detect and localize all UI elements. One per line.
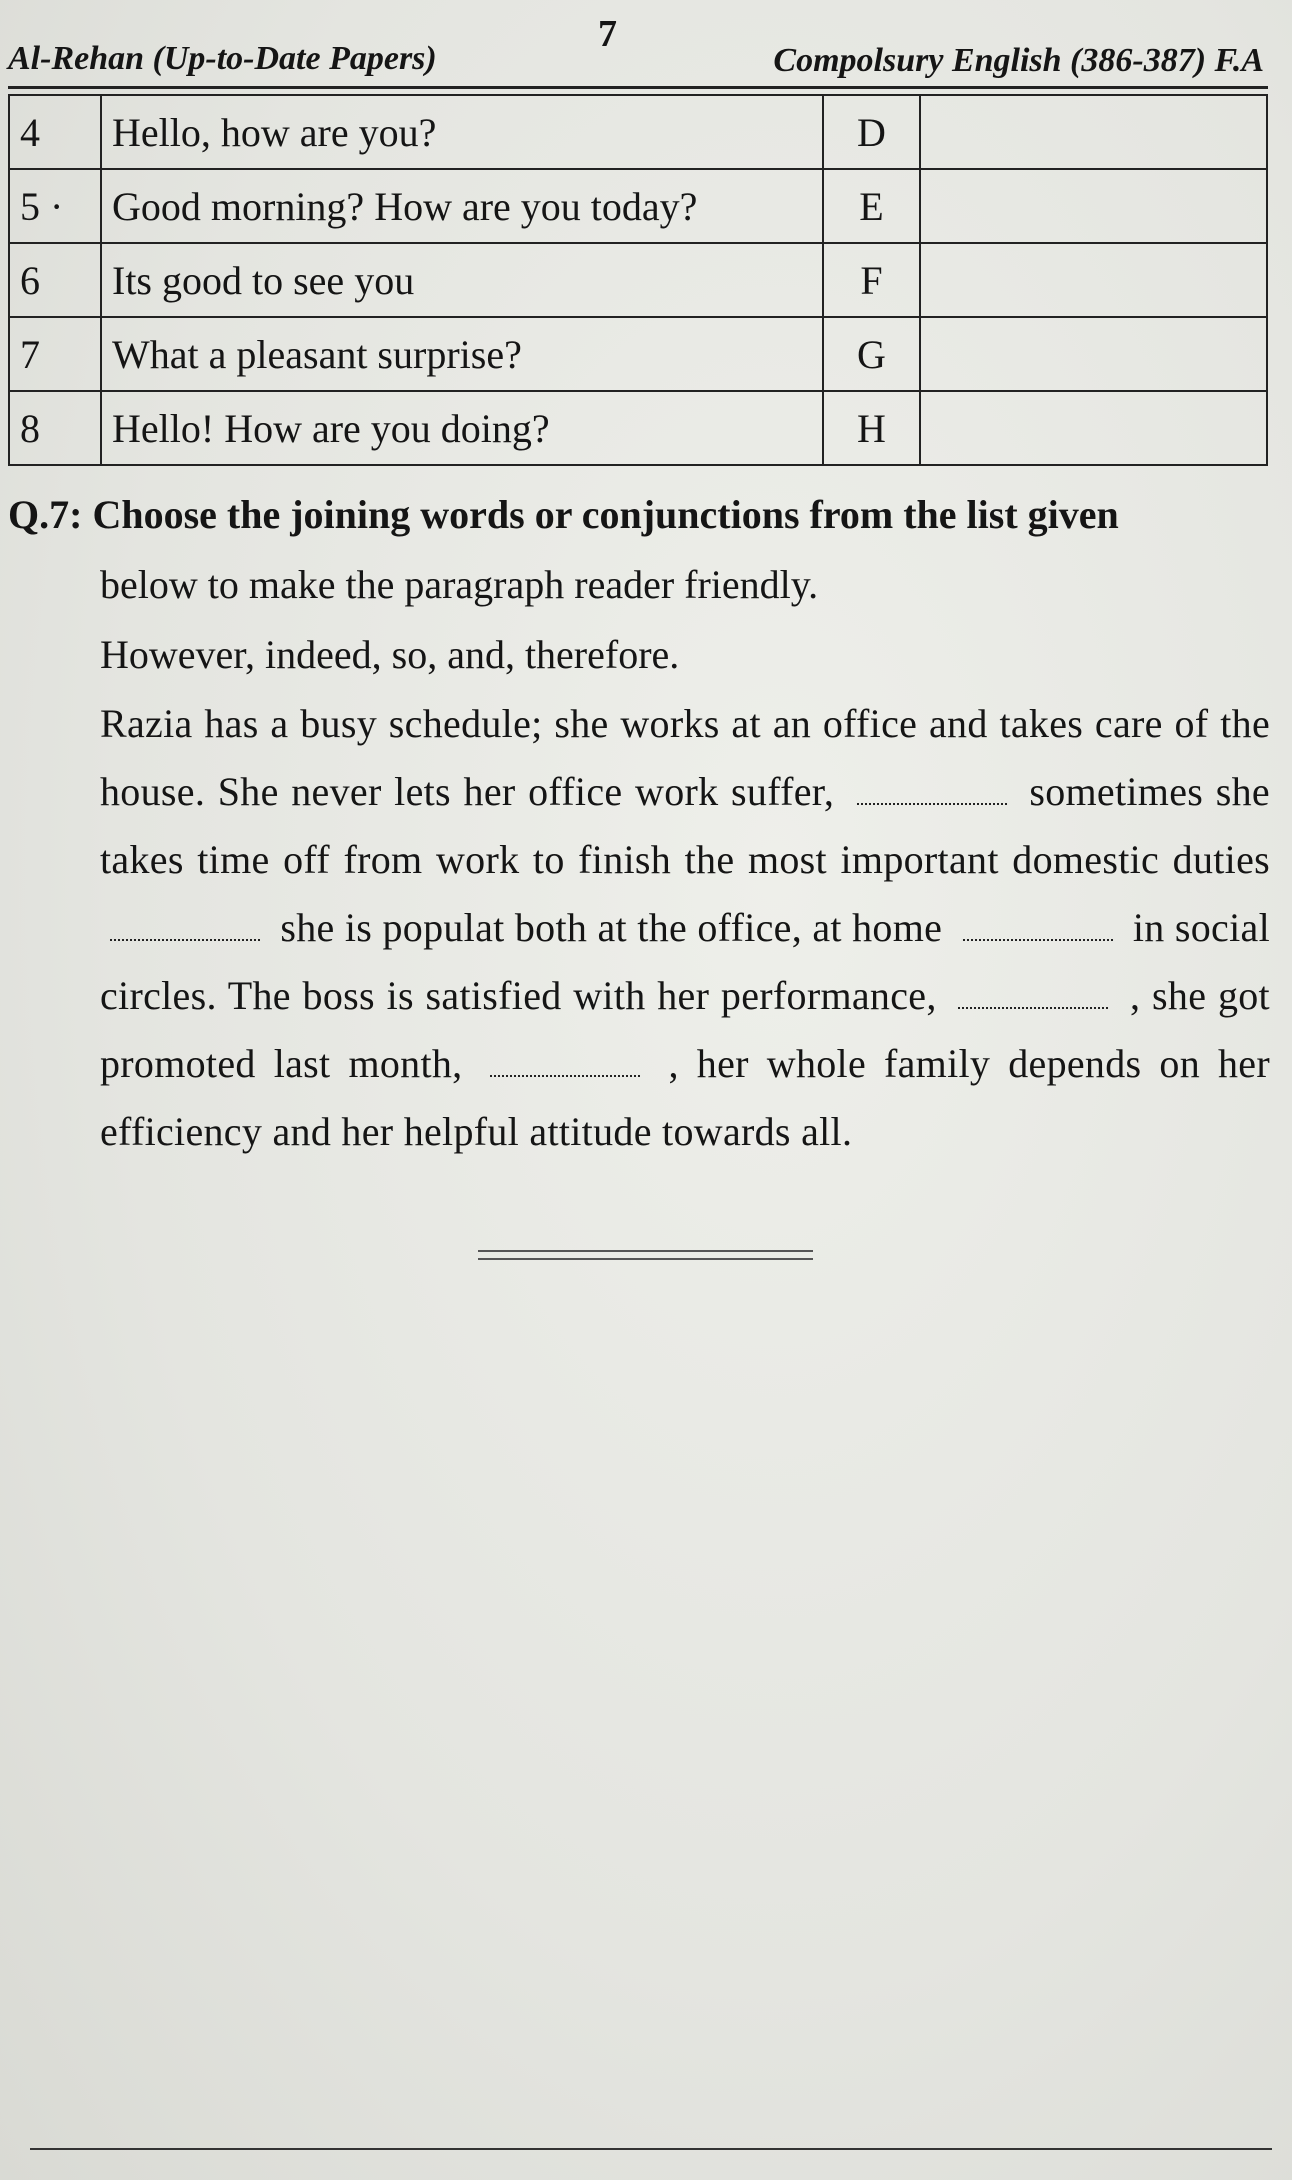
table-row: [9, 391, 1267, 465]
option-letter: D: [823, 95, 920, 169]
matching-table: [8, 94, 1268, 466]
table-row: [9, 95, 1267, 169]
footer-rule: [30, 2148, 1272, 2150]
header-rule: [8, 86, 1268, 89]
greeting-phrase: Its good to see you: [101, 243, 823, 317]
page-header: [8, 13, 1264, 90]
option-letter: F: [823, 243, 920, 317]
table-row: [9, 243, 1267, 317]
subject-title: Compolsury English (386-387) F.A: [773, 42, 1264, 79]
paragraph-segment: in social circles. The boss is satisfied with her performance,: [100, 905, 1270, 1018]
paragraph-segment: , she got promoted last month,: [100, 973, 1270, 1086]
greeting-phrase: Hello! How are you doing?: [101, 391, 823, 465]
book-title: Al-Rehan (Up-to-Date Papers): [8, 40, 437, 77]
answer-cell: [920, 95, 1267, 169]
option-letter: G: [823, 317, 920, 391]
option-letter: E: [823, 169, 920, 243]
greeting-phrase: What a pleasant surprise?: [101, 317, 823, 391]
paragraph-segment: , her whole family depends on her efficiency and her helpful attitude towards all.: [100, 1041, 1270, 1154]
fill-blank[interactable]: [490, 1047, 640, 1077]
question-label: Q.7:: [8, 492, 83, 537]
answer-cell: [920, 243, 1267, 317]
row-number: 4: [9, 95, 101, 169]
paragraph-segment: Razia has a busy schedule; she works at an office and takes care of the house. She never lets her office work suffer,: [100, 701, 1270, 814]
greeting-phrase: Good morning? How are you today?: [101, 169, 823, 243]
exercise-paragraph: [100, 690, 1270, 1166]
fill-blank[interactable]: [857, 775, 1007, 805]
table-row: [9, 317, 1267, 391]
row-number: 7: [9, 317, 101, 391]
paragraph-segment: sometimes she takes time off from work to finish the most important domestic duties: [100, 769, 1270, 882]
fill-blank[interactable]: [958, 979, 1108, 1009]
question-instruction-line2: below to make the paragraph reader friendly.: [100, 562, 819, 607]
question-7: [8, 480, 1270, 1166]
conjunction-options: However, indeed, so, and, therefore.: [100, 632, 680, 677]
table-row: [9, 169, 1267, 243]
option-letter: H: [823, 391, 920, 465]
answer-cell: [920, 391, 1267, 465]
question-instruction-line1: Choose the joining words or conjunctions from the list given: [92, 492, 1119, 537]
answer-cell: [920, 317, 1267, 391]
greeting-phrase: Hello, how are you?: [101, 95, 823, 169]
section-divider: [478, 1250, 813, 1260]
paragraph-segment: she is populat both at the office, at home: [280, 905, 943, 950]
page-number: 7: [598, 13, 617, 55]
question-title: [8, 480, 1270, 550]
answer-cell: [920, 169, 1267, 243]
row-number: 5 ·: [9, 169, 101, 243]
row-number: 8: [9, 391, 101, 465]
row-number: 6: [9, 243, 101, 317]
fill-blank[interactable]: [963, 911, 1113, 941]
fill-blank[interactable]: [110, 911, 260, 941]
